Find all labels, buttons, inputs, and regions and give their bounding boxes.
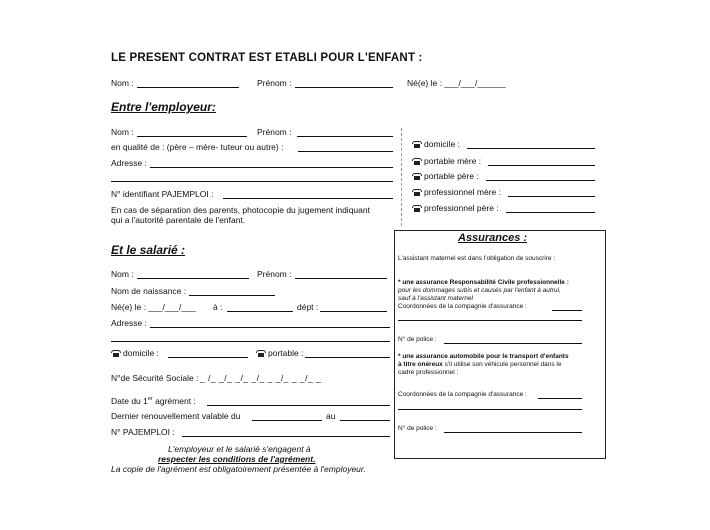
phone-icon — [111, 350, 121, 357]
employee-renouvellement-to-field[interactable] — [340, 420, 390, 421]
insurance-rc-sub1: pour les dommages subis et causés par l'enfant à autrui, — [398, 287, 561, 294]
insurance-rc-coord-field[interactable] — [552, 310, 582, 311]
employer-qualite-label: en qualité de : (père – mère- tuteur ou autre) : — [111, 142, 284, 152]
phone-pro-mere-label: professionnel mère : — [412, 187, 501, 197]
employee-adresse-field-2[interactable] — [111, 341, 390, 342]
separation-note-2: qui a l'autorité parentale de l'enfant. — [111, 215, 246, 225]
employee-au-label: au — [326, 411, 336, 421]
phone-portable-mere-field[interactable] — [488, 165, 595, 166]
employee-pajemploi-label: N° PAJEMPLOI : — [111, 427, 175, 437]
insurance-rc-title: * une assurance Responsabilité Civile professionnelle : — [398, 279, 569, 286]
insurance-intro: L'assistant maternel est dans l'obligation de souscrire : — [398, 255, 556, 262]
employee-nom-naissance-label: Nom de naissance : — [111, 286, 187, 296]
page-title: LE PRESENT CONTRAT EST ETABLI POUR L'ENFANT : — [111, 52, 423, 64]
footer-engagement: L'employeur et le salarié s'engagent à — [168, 444, 311, 454]
phone-pro-pere-field[interactable] — [506, 212, 595, 213]
employer-adresse-label: Adresse : — [111, 158, 147, 168]
phone-icon — [412, 141, 422, 148]
employee-domicile-field[interactable] — [168, 357, 248, 358]
employee-domicile-label: domicile : — [111, 348, 159, 358]
employee-nom-field[interactable] — [137, 278, 249, 279]
employee-agrement-label: Date du 1er agrément : — [111, 396, 196, 406]
insurance-rc-coord-field-2[interactable] — [398, 320, 582, 321]
insurance-auto-coord-field[interactable] — [538, 398, 582, 399]
insurance-auto-coord-field-2[interactable] — [398, 409, 582, 410]
phone-icon — [412, 158, 422, 165]
insurance-title: Assurances : — [458, 232, 528, 244]
child-prenom-field[interactable] — [295, 87, 393, 88]
employer-nom-field[interactable] — [137, 136, 247, 137]
insurance-rc-police-label: N° de police : — [398, 336, 437, 343]
employee-dept-label: dépt : — [297, 302, 319, 312]
phone-icon — [412, 189, 422, 196]
phone-domicile-label: domicile : — [412, 139, 460, 149]
employee-dept-field[interactable] — [320, 311, 387, 312]
employee-prenom-field[interactable] — [295, 278, 387, 279]
employee-portable-label: portable : — [256, 348, 303, 358]
insurance-auto-title-3: cadre professionnel : — [398, 369, 459, 376]
insurance-rc-sub2: sauf à l'assistant maternel — [398, 295, 473, 302]
phone-portable-pere-label: portable père : — [412, 171, 479, 181]
employee-pajemploi-field[interactable] — [182, 436, 390, 437]
column-divider — [401, 128, 402, 226]
employer-qualite-field[interactable] — [298, 151, 393, 152]
employer-heading: Entre l'employeur: — [111, 100, 216, 114]
separation-note-1: En cas de séparation des parents, photocopie du jugement indiquant — [111, 205, 370, 215]
child-nom-label: Nom : — [111, 78, 134, 88]
employee-renouvellement-label: Dernier renouvellement valable du — [111, 411, 241, 421]
phone-domicile-field[interactable] — [467, 148, 595, 149]
employer-prenom-field[interactable] — [297, 136, 393, 137]
employer-prenom-label: Prénom : — [257, 127, 292, 137]
phone-portable-mere-label: portable mère : — [412, 156, 481, 166]
phone-pro-pere-label: professionnel père : — [412, 203, 499, 213]
employee-prenom-label: Prénom : — [257, 269, 292, 279]
employee-secu-label: N°de Sécurité Sociale : — [111, 373, 199, 383]
insurance-auto-title-2: à titre onéreux s'il utilise son véhicule personnel dans le — [398, 361, 562, 368]
footer-conditions: respecter les conditions de l'agrément. — [158, 454, 316, 464]
employee-agrement-field[interactable] — [207, 405, 390, 406]
employee-birthdate-field[interactable]: Né(e) le : ___/___/___ — [111, 302, 196, 312]
employer-adresse-field-2[interactable] — [111, 181, 393, 182]
employee-adresse-field[interactable] — [150, 327, 390, 328]
phone-portable-pere-field[interactable] — [486, 180, 595, 181]
phone-icon — [412, 173, 422, 180]
insurance-auto-coord-label: Coordonnées de la compagnie d'assurance : — [398, 391, 527, 398]
footer-copie-note: La copie de l'agrément est obligatoirement présentée à l'employeur. — [111, 464, 366, 474]
insurance-auto-title-1: * une assurance automobile pour le transport d'enfants — [398, 353, 569, 360]
insurance-rc-police-field[interactable] — [444, 343, 582, 344]
employee-renouvellement-from-field[interactable] — [252, 420, 322, 421]
employee-nom-label: Nom : — [111, 269, 134, 279]
insurance-auto-police-field[interactable] — [444, 432, 582, 433]
child-prenom-label: Prénom : — [257, 78, 292, 88]
child-nom-field[interactable] — [137, 87, 239, 88]
employer-pajemploi-field[interactable] — [223, 198, 393, 199]
employee-adresse-label: Adresse : — [111, 318, 147, 328]
employee-secu-field[interactable]: _ /_ _/_ _/_ _/_ _ _/_ _ _/_ _ — [200, 373, 322, 383]
insurance-auto-police-label: N° de police : — [398, 425, 437, 432]
phone-icon — [256, 350, 266, 357]
employee-nom-naissance-field[interactable] — [189, 295, 275, 296]
employee-heading: Et le salarié : — [111, 243, 186, 257]
child-birthdate-field[interactable]: Né(e) le : ___/___/______ — [407, 78, 506, 88]
employer-adresse-field[interactable] — [150, 167, 393, 168]
employer-nom-label: Nom : — [111, 127, 134, 137]
phone-pro-mere-field[interactable] — [508, 196, 595, 197]
employee-birthplace-field[interactable] — [227, 311, 293, 312]
employer-pajemploi-label: N° identifiant PAJEMPLOI : — [111, 189, 214, 199]
employee-birthplace-label: à : — [213, 302, 223, 312]
insurance-rc-coord-label: Coordonnées de la compagnie d'assurance : — [398, 303, 527, 310]
phone-icon — [412, 205, 422, 212]
employee-portable-field[interactable] — [305, 357, 390, 358]
